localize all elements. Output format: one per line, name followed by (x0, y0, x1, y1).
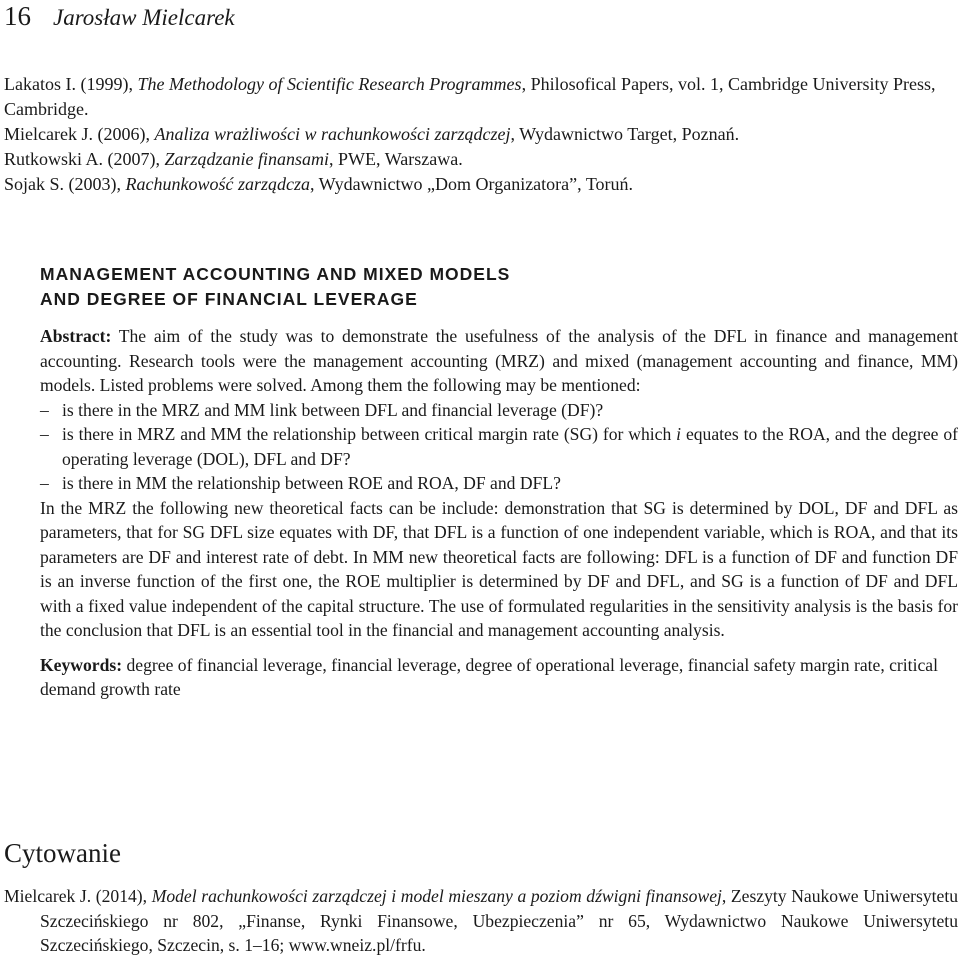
references-list (4, 72, 956, 197)
question-item: – is there in MRZ and MM the relationship between critical margin rate (SG) for which i equates to the ROA, and the degree of operating leverage (DOL), DFL and DF? (40, 424, 958, 469)
reference-item: Lakatos I. (1999), The Methodology of Scientific Research Programmes, Philosofical Papers, vol. 1, Cambridge University Press, Cambridge. (4, 74, 936, 119)
reference-title: Analiza wrażliwości w rachunkowości zarządczej (154, 124, 511, 144)
page-number: 16 (4, 1, 31, 31)
article-title-line: MANAGEMENT ACCOUNTING AND MIXED MODELS (40, 264, 511, 284)
citation-heading: Cytowanie (4, 838, 121, 868)
abstract-paragraph: Abstract: The aim of the study was to demonstrate the usefulness of the analysis of the DFL in finance and management accounting. Research tools were the management accounting (MRZ) and mixed (management accounting and finance, MM) models. Listed problems were solved. Among them the following may be mentioned: (40, 326, 958, 395)
reference-item: Mielcarek J. (2006), Analiza wrażliwości w rachunkowości zarządczej, Wydawnictwo Target, Poznań. (4, 124, 740, 144)
running-header-author: Jarosław Mielcarek (53, 5, 235, 30)
citation-text: Mielcarek J. (2014), Model rachunkowości zarządczej i model mieszany a poziom dźwigni finansowej, Zeszyty Naukowe Uniwersytetu Szczecińskiego nr 802, „Finanse, Rynki Finansowe, Ubezpieczenia” nr 65, Wydawnictwo Naukowe Uniwersytetu Szczecińskiego, Szczecin, s. 1–16; www.wneiz.pl/frfu. (4, 886, 959, 955)
reference-title: The Methodology of Scientific Research Programmes (137, 74, 522, 94)
article-title-line: AND DEGREE OF FINANCIAL LEVERAGE (40, 289, 418, 309)
reference-title: Rachunkowość zarządcza (125, 174, 310, 194)
question-item: – is there in the MRZ and MM link between DFL and financial leverage (DF)? (40, 398, 958, 423)
english-abstract (40, 262, 958, 702)
reference-title: Zarządzanie finansami (164, 149, 330, 169)
dash-bullet: – (40, 424, 49, 444)
reference-item: Rutkowski A. (2007), Zarządzanie finansami, PWE, Warszawa. (4, 149, 463, 169)
article-title (40, 262, 958, 312)
dash-bullet: – (40, 473, 49, 493)
question-item: – is there in MM the relationship between ROE and ROA, DF and DFL? (40, 471, 958, 496)
running-header (4, 0, 235, 34)
conclusion-paragraph: In the MRZ the following new theoretical facts can be include: demonstration that SG is determined by DOL, DF and DFL as parameters, that for SG DFL size equates with DF, that DFL is a function of one independent variable, which is ROA, and that its parameters are DF and interest rate of debt. In MM new theoretical facts are following: DFL is a function of DF and function DF is an inverse function of the first one, the ROE multiplier is determined by DF and DFL, and SG is a function of DF and DFL with a fixed value independent of the capital structure. The use of formulated regularities in the sensitivity analysis is the basis for the conclusion that DFL is an essential tool in the financial and management accounting analysis. (40, 497, 958, 640)
keywords-paragraph: Keywords: degree of financial leverage, financial leverage, degree of operational leverage, financial safety margin rate, critical demand growth rate (40, 654, 938, 699)
abstract-label: Abstract: (40, 326, 112, 346)
keywords-label: Keywords: (40, 654, 123, 675)
citation-title: Model rachunkowości zarządczej i model mieszany a poziom dźwigni finansowej (151, 886, 722, 906)
dash-bullet: – (40, 399, 49, 420)
reference-item: Sojak S. (2003), Rachunkowość zarządcza, Wydawnictwo „Dom Organizatora”, Toruń. (4, 174, 634, 194)
